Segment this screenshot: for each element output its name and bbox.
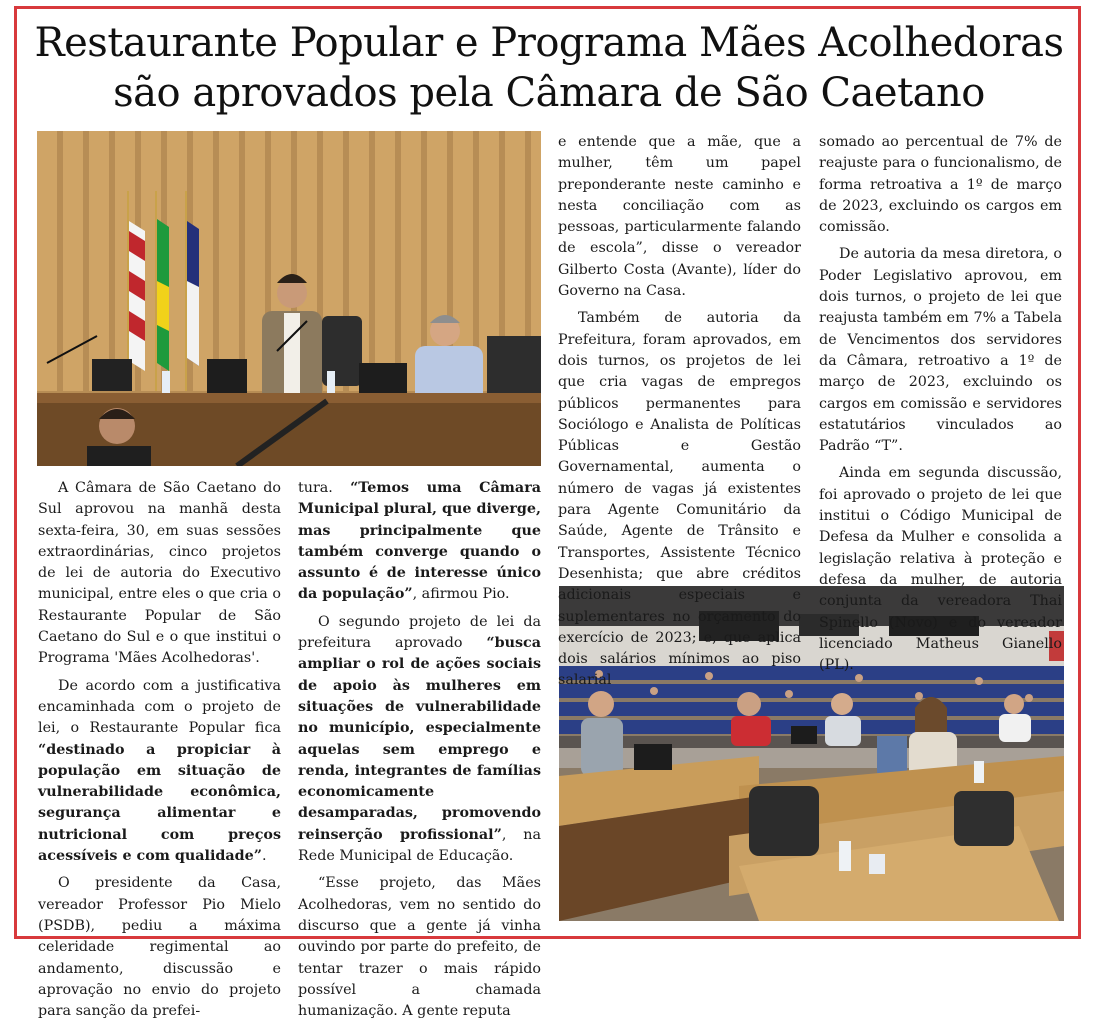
paragraph: De autoria da mesa diretora, o Poder Legislativo aprovou, em dois turnos, o projeto de lei que reajusta também em 7% a Tabela de Vencimentos dos servidores da Câmara, retroativo a 1º de março de 2023, excluindo os cargos em comissão e servidores estatutários vinculados ao Padrão “T”. [819, 246, 1062, 455]
text-run: , afirmou Pio. [412, 586, 510, 603]
paragraph [298, 612, 541, 868]
headline [22, 18, 1076, 118]
paragraph: A Câmara de São Caetano do Sul aprovou na manhã desta sexta-feira, 30, em suas sessões extraordinárias, cinco projetos de lei de autoria do Executivo municipal, entre eles o que cria o Restaurante Popular de São Caetano do Sul e o que institui o Programa 'Mães Acolhedoras'. [38, 480, 281, 667]
quote-bold: “Temos uma Câmara Municipal plural, que diverge, mas principalmente que também converge quando o assunto é de interesse único da população” [298, 480, 541, 603]
column-2 [298, 478, 541, 1028]
paragraph: Ainda em segunda discussão, foi aprovado o projeto de lei que institui o Código Municipal de Defesa da Mulher e consolida a legislação relativa à proteção e defesa da mulher, de autoria conjunta da vereadora Thai Spinello (Novo) e do vereador licenciado Matheus Gianello (PL). [819, 465, 1062, 674]
paragraph: “Esse projeto, das Mães Acolhedoras, vem no sentido do discurso que a gente já vinha ouvindo por parte do prefeito, de tentar trazer o mais rápido possível a chamada humanização. A gente reputa [298, 875, 541, 1020]
text-run: , na Rede Municipal de Educação. [298, 826, 541, 865]
text-run: De acordo com a justificativa encaminhada com o projeto de lei, o Restaurante Popular fica [38, 677, 281, 737]
photo-council-table [37, 131, 541, 466]
text-run: tura. [298, 480, 351, 496]
column-3 [558, 132, 801, 698]
column-1 [38, 478, 281, 1028]
paragraph [298, 478, 541, 606]
paragraph: somado ao percentual de 7% de reajuste para o funcionalismo, de forma retroativa a 1º de março de 2023, excluindo os cargos em comissão. [819, 134, 1062, 236]
text-run: O segundo projeto de lei da prefeitura aprovado [298, 613, 541, 652]
paragraph: Também de autoria da Prefeitura, foram aprovados, em dois turnos, os projetos de lei que cria vagas de empregos públicos permanentes para Sociólogo e Analista de Políticas Públicas e Gestão Governamental, aumenta o número de vagas já existentes para Agente Comunitário da Saúde, Agente de Trânsito e Transportes, Assistente Técnico Desenhista; que abre créditos adicionais especiais e suplementares no orçamento do exercício de 2023; e, que aplica dois salários mínimos ao piso salarial [558, 310, 801, 689]
paragraph: O presidente da Casa, vereador Professor Pio Mielo (PSDB), pediu a máxima celeridade regimental ao andamento, discussão e aprovação no envio do projeto para sanção da prefei- [38, 875, 281, 1020]
headline-line-2: são aprovados pela Câmara de São Caetano [113, 70, 985, 116]
paragraph [38, 676, 281, 868]
paragraph: e entende que a mãe, que a mulher, têm um papel preponderante neste caminho e nesta conciliação com as pessoas, particularmente falando de escola”, disse o vereador Gilberto Costa (Avante), líder do Governo na Casa. [558, 134, 801, 300]
quote-bold: “destinado a propiciar à população em situação de vulnerabilidade econômica, segurança alimentar e nutricional com preços acessíveis e com qualidade” [38, 741, 281, 865]
text-run: . [261, 848, 267, 865]
quote-bold: “busca ampliar o rol de ações sociais de apoio às mulheres em situações de vulnerabilidade no município, especialmente aquelas sem emprego e renda, integrantes de famílias economicamente desamparadas, promovendo reinserção profissional” [298, 635, 541, 843]
headline-line-1: Restaurante Popular e Programa Mães Acolhedoras [34, 20, 1064, 66]
column-4 [819, 132, 1062, 682]
